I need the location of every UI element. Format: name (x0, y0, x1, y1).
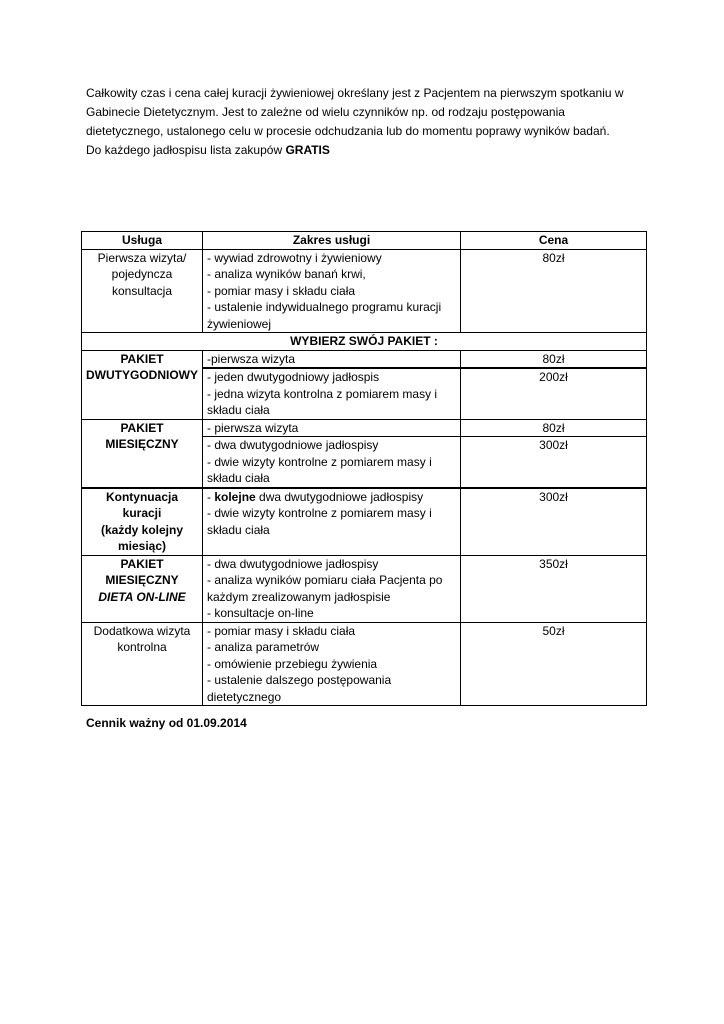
scope-line: - analiza wyników banań krwi, (207, 267, 366, 281)
scope-line: żywieniowej (207, 316, 272, 331)
intro-line: Gabinecie Dietetycznym. Jest to zależne od wielu czynników np. od rodzaju postępowania (86, 105, 565, 119)
scope-line (207, 489, 456, 506)
scope-line: - dwie wizyty kontrolne z pomiarem masy i (207, 454, 432, 469)
scope-cell (203, 488, 461, 556)
service-cell (82, 419, 203, 488)
intro-line: Całkowity czas i cena całej kuracji żywieniowej określany jest z Pacjentem na pierwszym spotkaniu w (86, 86, 624, 100)
service-cell (82, 488, 203, 556)
scope-line: - ustalenie dalszego postępowania (207, 673, 392, 687)
header-price: Cena (461, 232, 647, 250)
service-line: MIESIĘCZNY (105, 573, 179, 587)
scope-line: - dwa dwutygodniowe jadłospisy (207, 438, 379, 452)
service-cell (82, 622, 203, 706)
scope-line: dietetycznego (207, 689, 282, 704)
package-banner: WYBIERZ SWÓJ PAKIET : (82, 333, 647, 351)
scope-line: - pomiar masy i składu ciała (207, 283, 356, 298)
service-line: DIETA ON-LINE (98, 589, 186, 604)
table-row (82, 419, 647, 437)
intro-line: dietetycznego, ustalonego celu w procesie odchudzania lub do momentu poprawy wyników badań. (86, 124, 610, 138)
service-line: miesiąc) (117, 539, 167, 553)
scope-cell (203, 249, 461, 333)
scope-cell (203, 368, 461, 419)
service-line: MIESIĘCZNY (105, 437, 179, 451)
price-cell: 300zł (461, 488, 647, 556)
scope-line: -pierwsza wizyta (207, 351, 296, 366)
service-line: PAKIET (120, 420, 164, 435)
intro-line-text: Do każdego jadłospisu lista zakupów (86, 143, 286, 157)
scope-line: - jeden dwutygodniowy jadłospis (207, 370, 380, 384)
scope-cell (203, 622, 461, 706)
scope-line: - jedna wizyta kontrolna z pomiarem masy i (207, 386, 438, 401)
price-cell: 80zł (461, 249, 647, 333)
scope-line: - omówienie przebiegu żywienia (207, 656, 378, 671)
service-line: kontrolna (117, 640, 167, 654)
scope-cell (203, 555, 461, 622)
gratis-label: GRATIS (285, 143, 330, 157)
price-cell: 80zł (461, 419, 647, 437)
price-cell: 80zł (461, 350, 647, 368)
service-line: pojedyncza (111, 267, 173, 281)
table-row (82, 488, 647, 556)
table-row (82, 555, 647, 622)
scope-cell (203, 419, 461, 437)
service-line: Pierwsza wizyta/ (97, 250, 187, 265)
scope-line: składu ciała (207, 522, 270, 537)
scope-line: - konsultacje on-line (207, 606, 314, 620)
table-row (82, 333, 647, 351)
price-cell: 50zł (461, 622, 647, 706)
service-line: Kontynuacja (105, 489, 178, 504)
service-line: (każdy kolejny (100, 522, 184, 537)
scope-text: - (207, 489, 215, 504)
scope-line: - analiza parametrów (207, 640, 320, 654)
scope-line: - analiza wyników pomiaru ciała Pacjenta po (207, 573, 443, 587)
price-table (81, 231, 647, 706)
scope-line: - pomiar masy i składu ciała (207, 623, 356, 638)
table-row (82, 622, 647, 706)
service-line: konsultacja (111, 283, 173, 298)
price-cell: 300zł (461, 437, 647, 488)
header-scope: Zakres usługi (203, 232, 461, 250)
scope-line: - dwa dwutygodniowe jadłospisy (207, 556, 379, 571)
scope-line: - dwie wizyty kontrolne z pomiarem masy i (207, 506, 432, 520)
header-service: Usługa (82, 232, 203, 250)
service-cell (82, 350, 203, 419)
scope-cell (203, 350, 461, 368)
scope-line: - pierwsza wizyta (207, 420, 299, 435)
scope-line: - wywiad zdrowotny i żywieniowy (207, 250, 382, 265)
table-header-row (82, 232, 647, 250)
scope-cell (203, 437, 461, 488)
table-row (82, 350, 647, 368)
table-row (82, 249, 647, 333)
service-line: PAKIET (120, 556, 164, 571)
price-list-validity: Cennik ważny od 01.09.2014 (86, 716, 247, 730)
service-cell (82, 555, 203, 622)
service-line: Dodatkowa wizyta (93, 623, 191, 638)
scope-line: składu ciała (207, 471, 270, 485)
scope-line: składu ciała (207, 403, 270, 417)
scope-line: - ustalenie indywidualnego programu kuracji (207, 300, 442, 314)
service-line: DWUTYGODNIOWY (86, 368, 198, 382)
service-cell (82, 249, 203, 333)
service-line: kuracji (122, 506, 162, 520)
service-line: PAKIET (120, 351, 164, 366)
intro-line (86, 141, 646, 160)
price-cell: 350zł (461, 555, 647, 622)
scope-emphasis: kolejne (214, 489, 256, 504)
scope-text: dwa dwutygodniowe jadłospisy (255, 489, 424, 504)
scope-line: każdym zrealizowanym jadłospisie (207, 589, 391, 604)
intro-paragraph (86, 84, 646, 160)
price-cell: 200zł (461, 368, 647, 419)
